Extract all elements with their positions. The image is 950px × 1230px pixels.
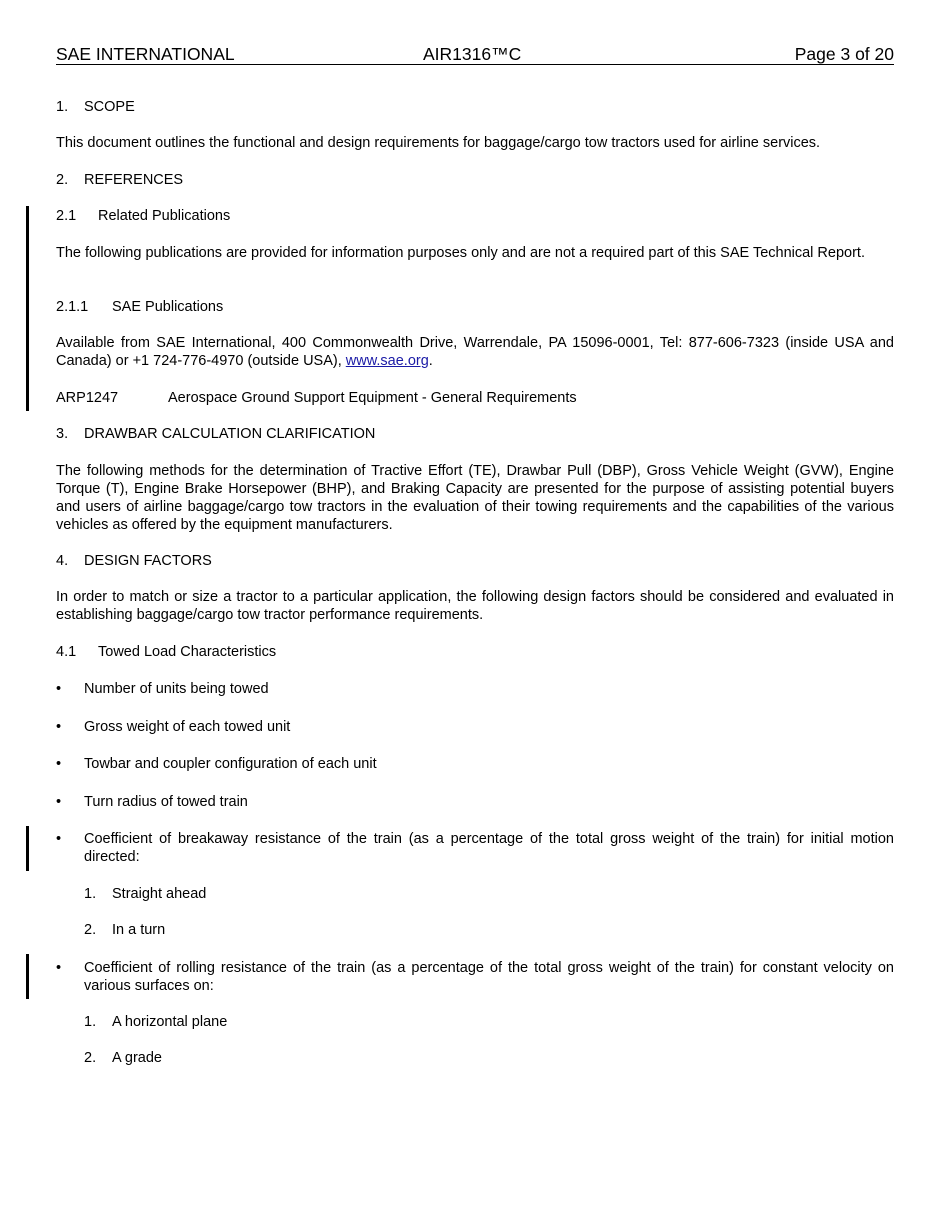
bullet-icon: • [56,681,62,697]
reference-id: ARP1247 [56,390,119,406]
sub-list-item: 1. A horizontal plane [84,1014,228,1030]
section-2-1-1-heading: 2.1.1 SAE Publications [56,299,224,315]
section-4-body: In order to match or size a tractor to a particular application, the following design factors should be considered and evaluated in establishing baggage/cargo tow tractor performance requirements. [56,589,894,623]
section-3-heading: 3. DRAWBAR CALCULATION CLARIFICATION [56,426,376,442]
sae-website-link[interactable]: www.sae.org [345,353,429,369]
section-2-1-body: The following publications are provided for information purposes only and are not a required part of this SAE Technical Report. [56,245,865,261]
list-item: Towbar and coupler configuration of each unit [84,756,377,772]
section-4-1-heading: 4.1 Towed Load Characteristics [56,644,277,660]
reference-title: Aerospace Ground Support Equipment - General Requirements [168,390,577,406]
list-item: Gross weight of each towed unit [84,719,291,735]
sub-list-item: 2. In a turn [84,922,166,938]
section-2-heading: 2. REFERENCES [56,172,184,188]
header-page-number: Page 3 of 20 [794,44,894,64]
section-1-body: This document outlines the functional and design requirements for baggage/cargo tow tractors used for airline services. [56,135,821,151]
bullet-icon: • [56,756,62,772]
list-item: Turn radius of towed train [84,794,248,810]
section-2-1-heading: 2.1 Related Publications [56,208,231,224]
change-bar [26,206,29,411]
section-2-1-1-body: Available from SAE International, 400 Commonwealth Drive, Warrendale, PA 15096-0001, Tel: 877-606-7323 (inside USA and Canada) or +1 724-776-4970 (outside USA), www.sae.org. [56,335,894,369]
list-item: Number of units being towed [84,681,269,697]
header-doc-id: AIR1316™C [423,44,522,64]
sub-list-item: 2. A grade [84,1050,162,1066]
section-3-body: The following methods for the determination of Tractive Effort (TE), Drawbar Pull (DBP), Gross Vehicle Weight (GVW), Engine Torque (T), Engine Brake Horsepower (BHP), and Braking Capacity are presented for the purpose of assisting potential buyers and users of airline baggage/cargo tow tractors in the evaluation of their towing requirements and the capabilities of the various vehicles as offered by the equipment manufacturers. [56,463,894,533]
change-bar [26,954,29,999]
list-item: Coefficient of rolling resistance of the train (as a percentage of the total gross weight of the train) for constant velocity on various surfaces on: [84,960,894,994]
change-bar [26,826,29,871]
section-4-heading: 4. DESIGN FACTORS [56,553,212,569]
bullet-icon: • [56,960,62,976]
sub-list-item: 1. Straight ahead [84,886,207,902]
section-1-heading: 1. SCOPE [56,99,135,115]
reference-entry [56,389,894,407]
page-header [56,44,894,65]
list-item: Coefficient of breakaway resistance of the train (as a percentage of the total gross weight of the train) for initial motion directed: [84,831,894,865]
bullet-icon: • [56,719,62,735]
bullet-icon: • [56,831,62,847]
header-org: SAE INTERNATIONAL [56,44,235,64]
bullet-icon: • [56,794,62,810]
